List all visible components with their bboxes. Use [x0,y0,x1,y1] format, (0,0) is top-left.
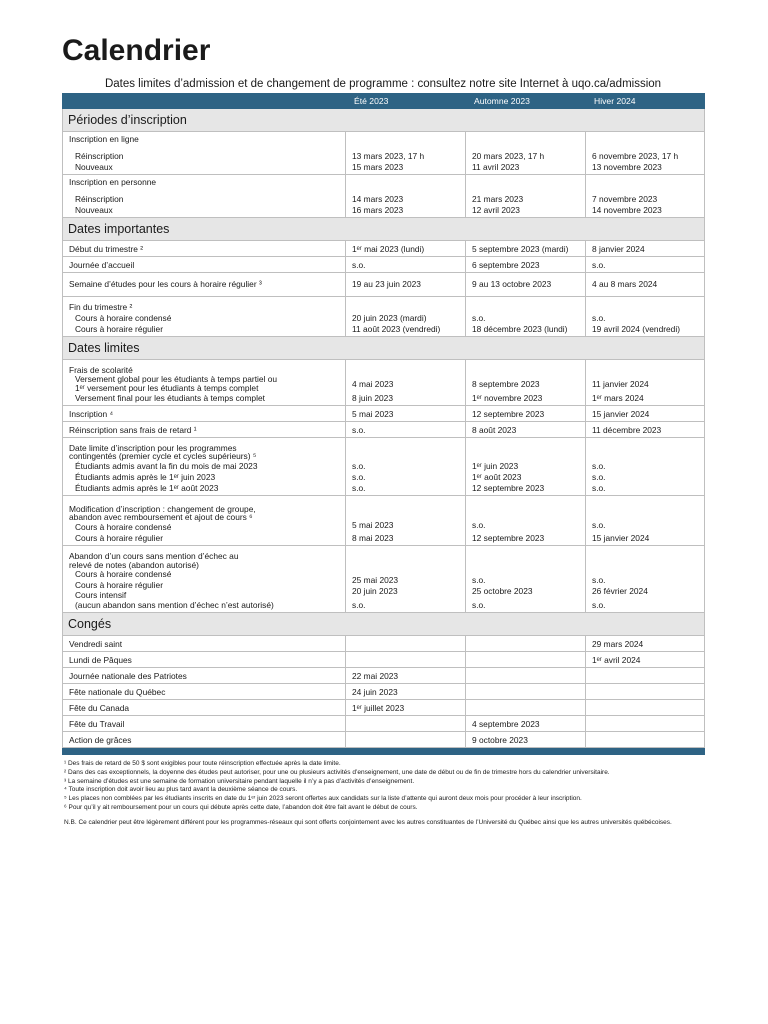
row-sublabel: Étudiants admis après le 1ᵉʳ juin 2023 [75,472,216,483]
table-row [63,406,705,422]
cell-automne: 5 septembre 2023 (mardi) [466,241,586,257]
row-sublabel: Étudiants admis après le 1ᵉʳ août 2023 [75,483,219,494]
cell-hiver: 6 novembre 2023, 17 h [592,151,679,162]
cell-automne: 12 septembre 2023 [466,406,586,422]
cell-automne: 1ᵉʳ novembre 2023 [472,393,543,404]
cell-hiver: 4 au 8 mars 2024 [586,273,705,297]
table-row [63,716,705,732]
table-row [63,175,705,218]
cell-hiver [586,732,705,748]
cell-hiver: 7 novembre 2023 [592,194,658,205]
table-row [63,496,705,546]
footnote: ⁴ Toute inscription doit avoir lieu au plus tard avant la deuxième séance de cours. [64,786,298,794]
row-sublabel: Cours à horaire condensé [75,569,172,580]
row-sublabel: Nouveaux [75,205,113,216]
cell-ete: s.o. [352,483,366,494]
cell-automne: 12 septembre 2023 [472,483,545,494]
row-label: Date limite d’inscription pour les programmes [69,442,237,453]
cell-automne: 12 avril 2023 [472,205,520,216]
table-row [63,668,705,684]
header-empty [63,94,346,109]
table-row [63,273,705,297]
table-row [63,546,705,613]
cell-hiver: 15 janvier 2024 [586,406,705,422]
table-row [63,684,705,700]
row-label: Réinscription sans frais de retard ¹ [63,422,346,438]
row-sublabel: Nouveaux [75,162,113,173]
row-label: Modification d’inscription : changement de groupe, [69,503,256,514]
cell-hiver: 1ᵉʳ mars 2024 [592,393,644,404]
cell-hiver: 1ᵉʳ avril 2024 [586,652,705,668]
cell-automne: 18 décembre 2023 (lundi) [472,324,568,335]
row-sublabel: Réinscription [75,194,124,205]
row-sublabel: Cours à horaire régulier [75,580,163,591]
cell-hiver [586,716,705,732]
cell-ete: 11 août 2023 (vendredi) [352,324,441,335]
cell-automne: 1ᵉʳ juin 2023 [472,461,519,472]
footnotes [64,760,704,827]
cell-hiver: 19 avril 2024 (vendredi) [592,324,680,335]
section-limites: Dates limites [63,337,705,360]
cell-hiver [586,668,705,684]
row-label: Fête du Canada [63,700,346,716]
cell-automne: 21 mars 2023 [472,194,524,205]
table-row [63,241,705,257]
page-title: Calendrier [62,34,211,67]
cell-automne: 12 septembre 2023 [472,533,545,544]
table-header [63,94,705,109]
cell-ete: 24 juin 2023 [346,684,466,700]
row-label: Début du trimestre ² [63,241,346,257]
header-ete: Été 2023 [346,94,466,109]
row-label: Action de grâces [63,732,346,748]
cell-hiver [586,700,705,716]
row-label: Inscription en ligne [69,134,139,145]
cell-hiver: s.o. [592,483,606,494]
cell-automne: 20 mars 2023, 17 h [472,151,545,162]
table-row [63,700,705,716]
cell-hiver: s.o. [592,520,606,531]
row-label: Fête du Travail [63,716,346,732]
cell-hiver: 15 janvier 2024 [592,533,650,544]
table-row [63,636,705,652]
cell-ete: s.o. [352,461,366,472]
cell-automne: 4 septembre 2023 [466,716,586,732]
cell-ete: 16 mars 2023 [352,205,404,216]
cell-hiver: 11 décembre 2023 [586,422,705,438]
footnote: ¹ Des frais de retard de 50 $ sont exigibles pour toute réinscription effectuée après la date limite. [64,760,341,767]
cell-automne: s.o. [472,313,486,324]
cell-automne: s.o. [472,575,486,586]
cell-hiver: s.o. [586,257,705,273]
row-sublabel: 1ᵉʳ versement pour les étudiants à temps complet [75,383,259,394]
cell-ete: 14 mars 2023 [352,194,404,205]
cell-hiver: s.o. [592,461,606,472]
cell-ete: 5 mai 2023 [352,520,394,531]
row-label: relevé de notes (abandon autorisé) [69,559,199,570]
row-sublabel: Cours à horaire condensé [75,313,172,324]
footnote: ⁵ Les places non comblées par les étudiants inscrits en date du 1ᵉʳ juin 2023 seront offertes aux candidats sur la liste d’attente qui auront deux mois pour procéder à leur inscription. [64,795,582,803]
cell-automne: 8 août 2023 [466,422,586,438]
row-label: Inscription ⁴ [63,406,346,422]
row-sublabel: Cours à horaire condensé [75,522,172,533]
cell-automne: 6 septembre 2023 [466,257,586,273]
row-label: Vendredi saint [63,636,346,652]
cell-ete: 8 mai 2023 [352,533,394,544]
row-label: Fin du trimestre ² [69,302,133,313]
cell-hiver: s.o. [592,600,606,611]
table-row [63,438,705,496]
cell-ete [346,732,466,748]
row-sublabel: Étudiants admis avant la fin du mois de mai 2023 [75,461,258,472]
row-label: Frais de scolarité [69,364,133,375]
cell-ete: 19 au 23 juin 2023 [346,273,466,297]
cell-ete: 1ᵉʳ mai 2023 (lundi) [346,241,466,257]
row-label: Lundi de Pâques [63,652,346,668]
row-sublabel: (aucun abandon sans mention d’échec n’est autorisé) [75,600,274,611]
row-label: Journée d’accueil [63,257,346,273]
cell-ete: 22 mai 2023 [346,668,466,684]
cell-hiver: s.o. [592,575,606,586]
table-row [63,422,705,438]
cell-ete: s.o. [346,257,466,273]
row-sublabel: Cours intensif [75,590,127,601]
cell-ete: 4 mai 2023 [352,379,394,390]
cell-hiver: 13 novembre 2023 [592,162,662,173]
cell-ete: s.o. [352,472,366,483]
cell-automne [466,668,586,684]
cell-automne [466,652,586,668]
table-row [63,652,705,668]
cell-ete: s.o. [352,600,366,611]
row-label: contingentés (premier cycle et cycles supérieurs) ⁵ [69,451,257,462]
table-row [63,132,705,175]
header-hiver: Hiver 2024 [586,94,705,109]
row-label: Abandon d’un cours sans mention d’échec au [69,550,239,561]
section-importantes: Dates importantes [63,218,705,241]
cell-ete: 25 mai 2023 [352,575,399,586]
row-sublabel: Cours à horaire régulier [75,324,163,335]
cell-automne: 9 octobre 2023 [466,732,586,748]
row-label: Inscription en personne [69,177,157,188]
cell-automne [466,700,586,716]
cell-automne [466,636,586,652]
row-sublabel: Cours à horaire régulier [75,533,163,544]
table-row [63,732,705,748]
table-row [63,297,705,337]
row-sublabel: Versement global pour les étudiants à temps partiel ou [75,374,278,385]
row-label: Fête nationale du Québec [63,684,346,700]
table-row [63,257,705,273]
row-label: Semaine d’études pour les cours à horaire régulier ³ [63,273,346,297]
cell-ete [346,652,466,668]
cell-ete [346,636,466,652]
cell-hiver: 14 novembre 2023 [592,205,662,216]
cell-hiver: s.o. [592,472,606,483]
nb-note: N.B. Ce calendrier peut être légèrement différent pour les programmes-réseaux qui sont offerts conjointement avec les autres constituantes de l’Université du Québec ainsi que les autres universités québécoises. [64,818,672,826]
cell-ete: 5 mai 2023 [346,406,466,422]
cell-automne: 8 septembre 2023 [472,379,540,390]
cell-hiver: 8 janvier 2024 [586,241,705,257]
table-row [63,360,705,406]
row-label: Journée nationale des Patriotes [63,668,346,684]
cell-ete: 20 juin 2023 (mardi) [352,313,427,324]
cell-ete: 8 juin 2023 [352,393,393,404]
footnote: ⁶ Pour qu’il y ait remboursement pour un cours qui débute après cette date, l’abandon doit être fait avant le début de cours. [64,803,418,811]
cell-automne: 1ᵉʳ août 2023 [472,472,522,483]
subtitle: Dates limites d’admission et de changement de programme : consultez notre site Internet à uqo.ca/admission [104,78,662,90]
cell-ete: 1ᵉʳ juillet 2023 [346,700,466,716]
footnote: ² Dans des cas exceptionnels, la doyenne des études peut autoriser, pour une ou plusieurs activités d’enseignement, une date de début ou de fin de trimestre hors du calendrier universitaire. [64,768,610,776]
cell-automne: 25 octobre 2023 [472,586,533,597]
cell-ete: s.o. [346,422,466,438]
row-sublabel: Versement final pour les étudiants à temps complet [75,393,265,404]
cell-hiver: 29 mars 2024 [586,636,705,652]
row-label: abandon avec remboursement et ajout de cours ⁶ [69,512,253,523]
section-conges: Congés [63,613,705,636]
cell-hiver: 11 janvier 2024 [592,379,649,390]
cell-hiver: s.o. [592,313,606,324]
cell-ete [346,716,466,732]
calendar-table [62,93,705,755]
table-footer-bar [63,748,705,755]
header-automne: Automne 2023 [466,94,586,109]
cell-automne: s.o. [472,520,486,531]
cell-ete: 13 mars 2023, 17 h [352,151,425,162]
row-sublabel: Réinscription [75,151,124,162]
cell-ete: 15 mars 2023 [352,162,404,173]
footnote: ³ La semaine d’études est une semaine de formation universitaire pendant laquelle il n’y a pas d’activités d’enseignement. [64,777,415,785]
cell-automne: s.o. [472,600,486,611]
cell-automne: 11 avril 2023 [472,162,520,173]
cell-automne [466,684,586,700]
cell-hiver: 26 février 2024 [592,586,648,597]
cell-automne: 9 au 13 octobre 2023 [466,273,586,297]
cell-ete: 20 juin 2023 [352,586,398,597]
section-inscription: Périodes d’inscription [63,109,705,132]
cell-hiver [586,684,705,700]
